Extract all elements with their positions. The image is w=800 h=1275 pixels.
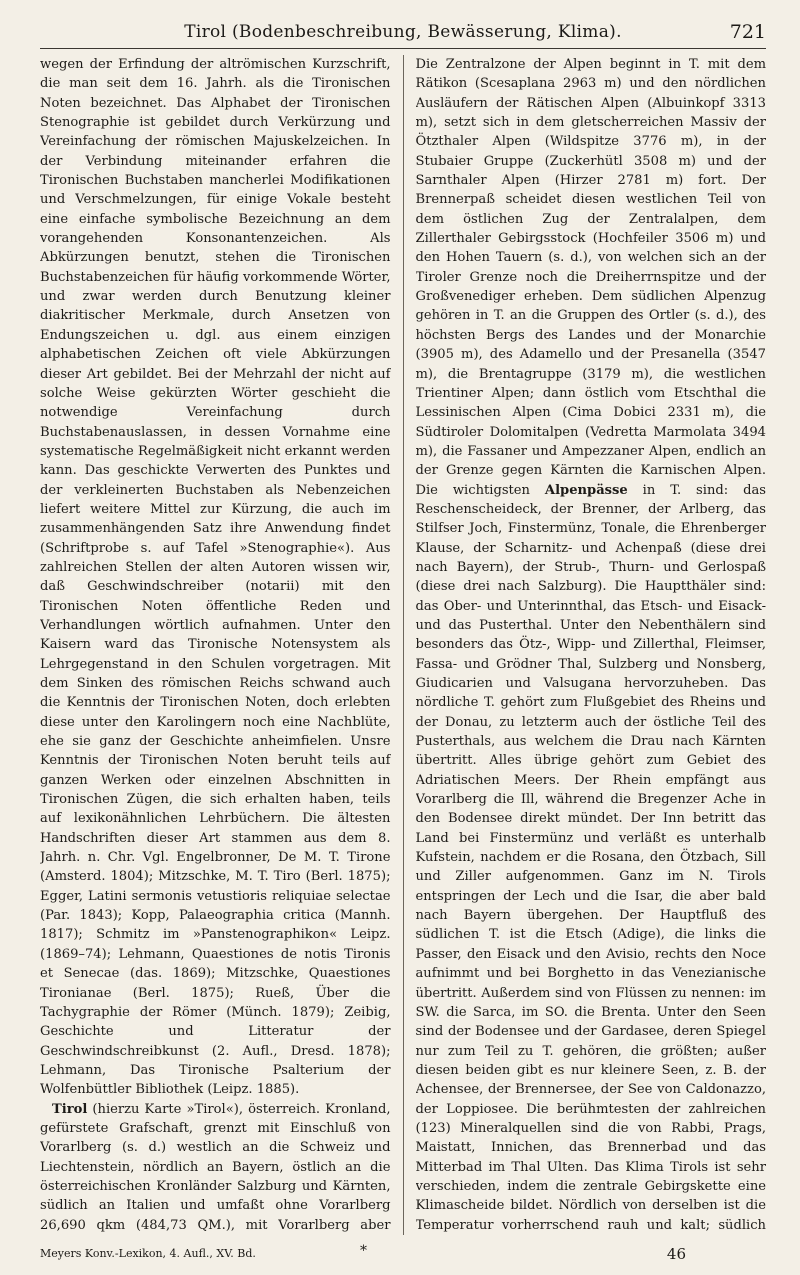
running-header bbox=[40, 18, 766, 49]
tirol-text: (hierzu Karte »Tirol«), österreich. Kronland, gefürstete Grafschaft, grenzt mit Einschluß von Vorarlberg (s. d.) westlich an die Schweiz und Liechtenstein, nördlich an Bayern, östlich an die österreichischen Kronländer Salzburg und Kärnten, südlich an Italien und umfaßt ohne Vorarlberg 26,690 qkm (484,73 QM.), mit Vorarlberg aber bbox=[40, 1101, 391, 1233]
left-column bbox=[40, 55, 391, 1235]
text-columns bbox=[40, 55, 766, 1235]
tirol-paragraph bbox=[40, 1100, 391, 1235]
source-line: Meyers Konv.-Lexikon, 4. Aufl., XV. Bd. bbox=[40, 1247, 256, 1260]
header-title: Tirol (Bodenbeschreibung, Bewässerung, Klima). bbox=[184, 22, 622, 42]
alps-paragraph bbox=[416, 55, 767, 1235]
footer-mark: * bbox=[360, 1243, 367, 1259]
right-column bbox=[416, 55, 767, 1235]
alpenpaesse-term: Alpenpässe bbox=[544, 482, 628, 498]
alps-text-cont: in T. sind: das Reschenscheideck, der Brenner, der Arlberg, das Stilfser Joch, Finstermünz, Tonale, die Ehrenberger Klause, der Scharnitz- und Achenpaß (diese drei nach Bayern), der Strub-, Thurn- und Gerlospaß (diese drei nach Salzburg). Die Hauptthäler sind: das Ober- und Unterinnthal, das Etsch- und Eisack- und das Pusterthal. Unter den Nebenthälern sind besonders das Ötz-, Wipp- und Zillerthal, Fleimser, Fassa- und Grödner Thal, Sulzberg und Nonsberg, Giudicarien und Valsugana hervorzuheben. Das nördliche T. gehört zum Flußgebiet des Rheins und der Donau, zu letzterm auch der östliche Teil des Pusterthals, aus welchem die Drau nach Kärnten übertritt. Alles übrige gehört zum Gebiet des Adriatischen Meers. Der Rhein empfängt aus Vorarlberg die Ill, während die Bregenzer Ache in den Bodensee direkt mündet. Der Inn betritt das Land bei Finstermünz und verläßt es unterhalb Kufstein, nachdem er die Rosana, den Ötzbach, Sill und Ziller aufgenommen. Ganz im N. Tirols entspringen der Lech und die Isar, die aber bald nach Bayern übergehen. Der Hauptfluß des südlichen T. ist die Etsch (Adige), die links die Passer, den Eisack und den Avisio, rechts den Noce aufnimmt und bei Borghetto in das Venezianische übertritt. Außerdem sind von Flüssen zu nennen: im SW. die Sarca, im SO. die Brenta. Unter den Seen sind der Bodensee und der Gardasee, deren Spiegel nur zum Teil zu T. gehören, die größten; außer diesen beiden gibt es nur kleinere Seen, z. B. der Achensee, der Brennersee, der See von Caldonazzo, der Loppiosee. Die berühmtesten der zahlreichen (123) Mineralquellen sind die von Rabbi, Prags, Maistatt, Innichen, das Brennerbad und das Mitterbad im Thal Ulten. Das Klima Tirols ist sehr verschieden, indem die zentrale Gebirgskette eine Klimascheide bildet. Nördlich von derselben ist die Temperatur vorherrschend rauh und kalt; südlich bbox=[415, 482, 766, 1233]
tiro-paragraph: wegen der Erfindung der altrömischen Kurzschrift, die man seit dem 16. Jahrh. als die Tironischen Noten bezeichnet. Das Alphabet der Tironischen Stenographie ist gebildet durch Verkürzung und Vereinfachung der römischen Majuskelzeichen. In der Verbindung miteinander erfahren die Tironischen Buchstaben mancherlei Modifikationen und Verschmelzungen, für einige Vokale besteht eine einfache symbolische Bezeichnung an dem vorangehenden Konsonantenzeichen. Als Abkürzungen benutzt, stehen die Tironischen Buchstabenzeichen für häufig vorkommende Wörter, und zwar werden durch Benutzung kleiner diakritischer Merkmale, durch Ansetzen von Endungszeichen u. dgl. aus einem einzigen alphabetischen Zeichen oft viele Abkürzungen dieser Art gebildet. Bei der Mehrzahl der nicht auf solche Weise gekürzten Wörter geschieht die notwendige Vereinfachung durch Buchstabenauslassen, in dessen Vornahme eine systematische Regelmäßigkeit nicht erkannt werden kann. Das geschickte Verwerten des Punktes und der verkleinerten Buchstaben als Nebenzeichen liefert weitere Mittel zur Kürzung, die auch im zusammenhängenden Satz ihre Anwendung findet (Schriftprobe s. auf Tafel »Stenographie«). Aus zahlreichen Stellen der alten Autoren wissen wir, daß Geschwindschreiber (notarii) mit den Tironischen Noten öffentliche Reden und Verhandlungen wörtlich aufnahmen. Unter den Kaisern ward das Tironische Notensystem als Lehrgegenstand in den Schulen vorgetragen. Mit dem Sinken des römischen Reichs schwand auch die Kenntnis der Tironischen Noten, doch erlebten diese unter den Karolingern noch eine Nachblüte, ehe sie ganz der Geschichte anheimfielen. Unsre Kenntnis der Tironischen Noten beruht teils auf ganzen Werken oder einzelnen Abschnitten in Tironischen Zügen, die sich erhalten haben, teils auf lexikonähnlichen Lehrbüchern. Die ältesten Handschriften dieser Art stammen aus dem 8. Jahrh. n. Chr. Vgl. Engelbronner, De M. T. Tirone (Amsterd. 1804); Mitzschke, M. T. Tiro (Berl. 1875); Egger, Latini sermonis vetustioris reliquiae selectae (Par. 1843); Kopp, Palaeographia critica (Mannh. 1817); Schmitz im »Panstenographikon« Leipz. (1869–74); Lehmann, Quaestiones de notis Tironis et Senecae (das. 1869); Mitzschke, Quaestiones Tironianae (Berl. 1875); Rueß, Über die Tachygraphie der Römer (Münch. 1879); Zeibig, Geschichte und Litteratur der Geschwindschreibkunst (2. Aufl., Dresd. 1878); Lehmann, Das Tironische Psalterium der Wolfenbüttler Bibliothek (Leipz. 1885). bbox=[40, 57, 391, 1098]
page-number: 721 bbox=[729, 21, 766, 43]
page-footer bbox=[40, 1243, 766, 1265]
column-divider bbox=[403, 55, 404, 1235]
tirol-headword: Tirol bbox=[52, 1101, 88, 1117]
sheet-signature: 46 bbox=[666, 1245, 686, 1263]
alps-text: Die Zentralzone der Alpen beginnt in T. mit dem Rätikon (Scesaplana 2963 m) und den nördlichen Ausläufern der Rätischen Alpen (Albuinkopf 3313 m), setzt sich in dem gletscherreichen Massiv der Ötzthaler Alpen (Wildspitze 3776 m), in der Stubaier Gruppe (Zuckerhütl 3508 m) und der Sarnthaler Alpen (Hirzer 2781 m) fort. Der Brennerpaß scheidet diesen westlichen Teil von dem östlichen Zug der Zentralalpen, dem Zillerthaler Gebirgsstock (Hochfeiler 3506 m) und den Hohen Tauern (s. d.), von welchen sich an der Tiroler Grenze noch die Dreiherrnspitze und der Großvenediger erheben. Dem südlichen Alpenzug gehören in T. an die Gruppen des Ortler (s. d.), des höchsten Bergs des Landes und der Monarchie (3905 m), des Adamello und der Presanella (3547 m), die Brentagruppe (3179 m), die westlichen Trientiner Alpen; dann östlich vom Etschthal die Lessinischen Alpen (Cima Dobici 2331 m), die Südtiroler Dolomitalpen (Vedretta Marmolata 3494 m), die Fassaner und Ampezzaner Alpen, endlich an der Grenze gegen Kärnten die Karnischen Alpen. Die wichtigsten bbox=[415, 57, 766, 498]
